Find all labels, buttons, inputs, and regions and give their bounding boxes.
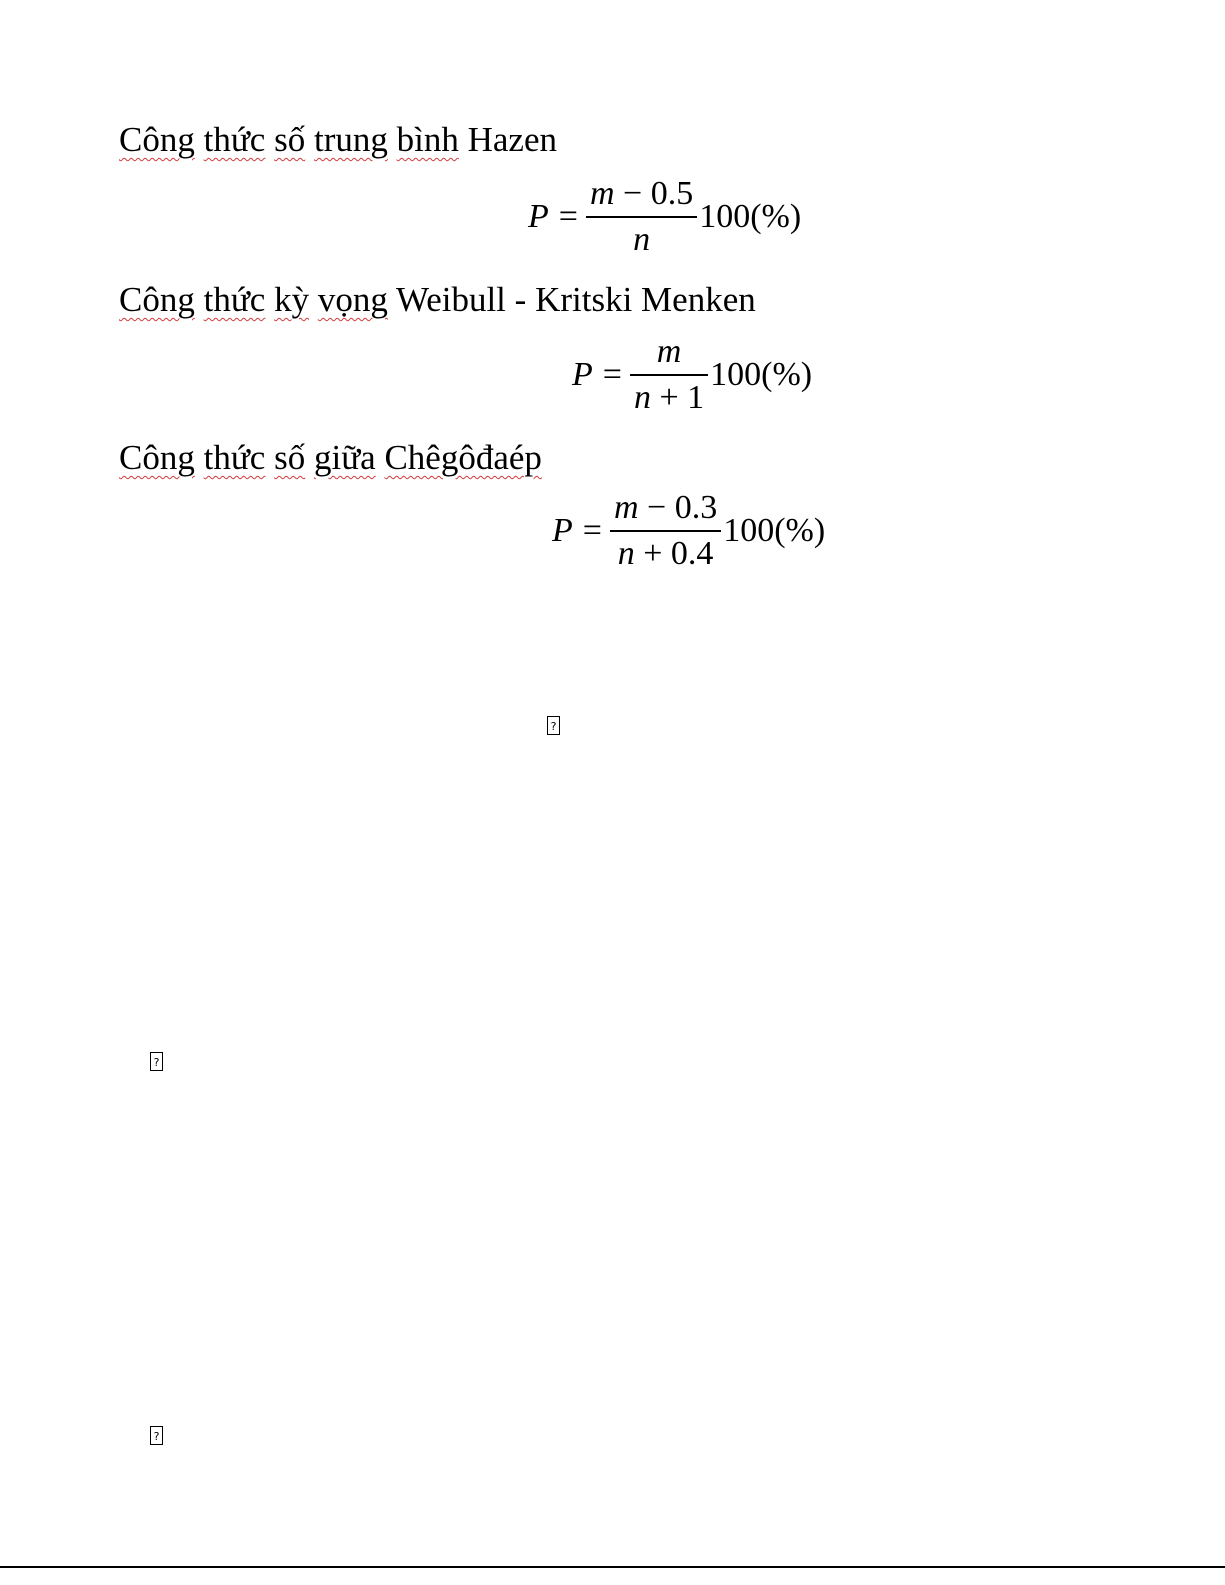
heading-word: Công	[119, 120, 195, 159]
heading-tail: Weibull - Kritski Menken	[395, 280, 756, 319]
formula-rhs: 100(%)	[723, 512, 826, 549]
formula-chegodaev	[552, 486, 825, 576]
heading-word: thức	[203, 280, 266, 319]
numerator-var: m	[613, 489, 639, 526]
formula-lhs	[552, 512, 602, 550]
denominator-var: n	[617, 535, 635, 572]
formula-lhs-var: P	[572, 356, 593, 393]
formula-lhs-var: P	[552, 512, 573, 549]
heading-word: bình	[396, 120, 459, 159]
numerator-rest: − 0.3	[638, 489, 718, 526]
heading-weibull	[119, 280, 756, 320]
formula-numerator	[586, 172, 697, 216]
formula-numerator	[653, 330, 686, 374]
numerator-var: m	[589, 175, 615, 212]
formula-denominator	[630, 376, 708, 420]
formula-rhs: 100(%)	[710, 356, 813, 393]
denominator-rest: + 1	[650, 379, 705, 416]
formula-equals: =	[558, 198, 578, 235]
heading-tail: Hazen	[467, 120, 557, 159]
heading-word: Công	[119, 280, 195, 319]
formula-denominator	[614, 532, 718, 576]
heading-word: Công	[119, 438, 195, 477]
missing-glyph-icon: ?	[150, 1052, 163, 1071]
formula-numerator	[610, 486, 721, 530]
missing-glyph-icon: ?	[150, 1426, 163, 1445]
heading-word: giữa	[313, 438, 376, 477]
formula-rhs: 100(%)	[699, 198, 802, 235]
heading-word: Chêgôđaép	[384, 438, 542, 477]
formula-lhs-var: P	[528, 198, 549, 235]
heading-chegodaev	[119, 438, 542, 478]
formula-fraction	[586, 172, 697, 262]
formula-fraction	[610, 486, 721, 576]
denominator-rest: + 0.4	[634, 535, 714, 572]
numerator-var: m	[656, 333, 682, 370]
missing-glyph-icon: ?	[547, 716, 560, 735]
formula-equals: =	[602, 356, 622, 393]
heading-word: thức	[203, 438, 266, 477]
heading-word: thức	[203, 120, 266, 159]
formula-weibull	[572, 330, 812, 420]
formula-hazen	[528, 172, 801, 262]
denominator-var: n	[633, 221, 651, 258]
formula-denominator	[629, 218, 654, 262]
heading-word: trung	[313, 120, 388, 159]
numerator-rest: − 0.5	[614, 175, 694, 212]
formula-lhs	[528, 198, 578, 236]
formula-fraction	[630, 330, 708, 420]
page-bottom-rule	[0, 1566, 1225, 1568]
denominator-var: n	[633, 379, 651, 416]
formula-equals: =	[582, 512, 602, 549]
heading-word: vọng	[317, 280, 388, 319]
heading-hazen	[119, 120, 557, 160]
heading-word: số	[274, 438, 306, 477]
heading-word: kỳ	[274, 280, 310, 319]
heading-word: số	[274, 120, 306, 159]
formula-lhs	[572, 356, 622, 394]
